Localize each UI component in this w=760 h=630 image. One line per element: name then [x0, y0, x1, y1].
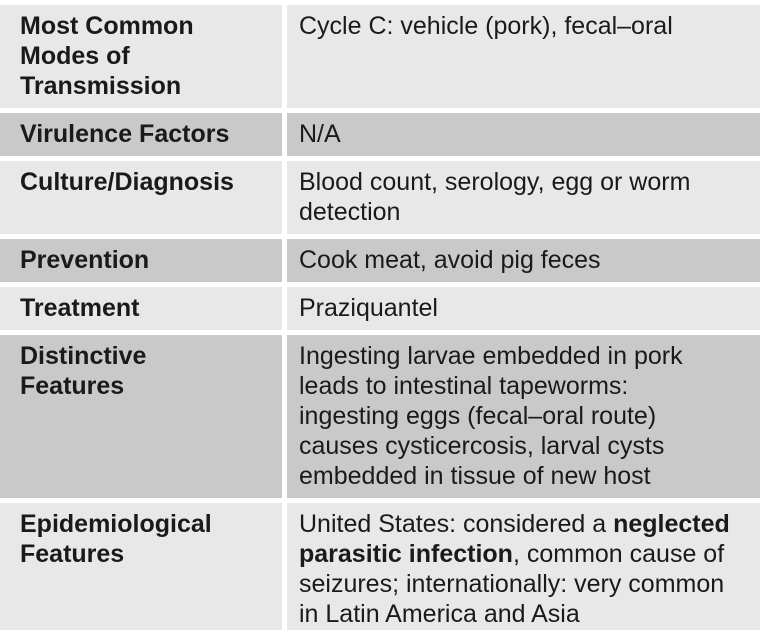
- row-label: Treatment: [0, 287, 287, 330]
- table-row: [0, 287, 760, 330]
- row-value: [287, 113, 760, 156]
- row-value: [287, 161, 760, 234]
- row-label: Virulence Factors: [0, 113, 287, 156]
- table-row: [0, 113, 760, 156]
- table-row: [0, 503, 760, 630]
- row-label: Most Common Modes of Transmission: [0, 5, 287, 108]
- row-label: Prevention: [0, 239, 287, 282]
- row-value: [287, 287, 760, 330]
- table-row: [0, 5, 760, 108]
- row-value-text: United States: considered a: [299, 510, 614, 538]
- table-row: [0, 161, 760, 234]
- row-value-text: , common cause of seizures; internationally: very common in Latin America and Asia: [299, 540, 725, 628]
- table-body: [0, 5, 760, 630]
- row-label: Epidemiological Features: [0, 503, 287, 630]
- row-label: Culture/Diagnosis: [0, 161, 287, 234]
- row-value-text: Ingesting larvae embedded in pork leads to intestinal tapeworms: ingesting eggs (fecal–oral route) causes cysticercosis, larval cysts embedded in tissue of new host: [299, 342, 683, 490]
- row-value-text: Blood count, serology, egg or worm detection: [299, 168, 691, 226]
- row-value-text: Cycle C: vehicle (pork), fecal–oral: [299, 12, 673, 40]
- row-value: [287, 5, 760, 108]
- row-value-bold-text: neglected parasitic infection: [299, 510, 730, 568]
- row-value: [287, 335, 760, 498]
- row-value-text: Cook meat, avoid pig feces: [299, 246, 601, 274]
- row-value: [287, 239, 760, 282]
- row-value: [287, 503, 760, 630]
- row-value-text: Praziquantel: [299, 294, 438, 322]
- row-value-text: N/A: [299, 120, 341, 148]
- table-row: [0, 335, 760, 498]
- row-label: Distinctive Features: [0, 335, 287, 498]
- table-row: [0, 239, 760, 282]
